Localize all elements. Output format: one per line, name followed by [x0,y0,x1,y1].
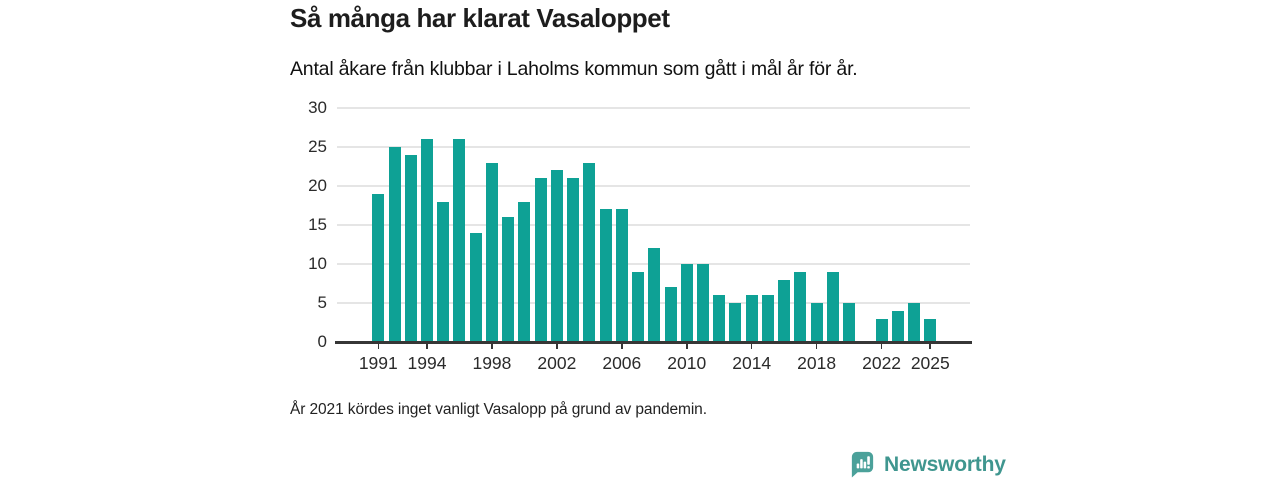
bar-2017 [794,272,806,342]
bar-2006 [616,209,628,342]
y-axis-label-0: 0 [317,332,327,351]
bar-2005 [600,209,612,342]
bar-2000 [518,202,530,342]
bar-2008 [648,248,660,342]
bar-2003 [567,178,579,342]
newsworthy-logo [848,449,1006,480]
bar-1998 [486,163,498,342]
x-axis-label-1991: 1991 [358,353,398,373]
x-axis-label-2018: 2018 [797,353,837,373]
x-tick-2006 [621,343,623,349]
bar-1991 [372,194,384,342]
bar-1999 [502,217,514,342]
x-axis-line [335,341,972,344]
bar-1994 [421,139,433,342]
bar-2015 [762,295,774,342]
x-tick-2002 [556,343,558,349]
bar-2023 [892,311,904,342]
bar-2016 [778,280,790,342]
y-axis-label-25: 25 [308,137,327,156]
x-tick-1991 [378,343,380,349]
gridline-30 [337,107,970,108]
x-tick-1998 [491,343,493,349]
x-axis-label-1998: 1998 [472,353,512,373]
x-tick-1994 [426,343,428,349]
x-tick-2022 [881,343,883,349]
x-axis-label-2010: 2010 [667,353,707,373]
bar-2019 [827,272,839,342]
x-axis-label-2022: 2022 [862,353,902,373]
bar-2001 [535,178,547,342]
bar-2012 [713,295,725,342]
bar-2025 [924,319,936,342]
chart-title: Så många har klarat Vasaloppet [290,3,670,33]
bar-2024 [908,303,920,342]
bar-1993 [405,155,417,342]
x-tick-2018 [816,343,818,349]
bar-chart-badge-icon [848,450,877,479]
y-axis-label-30: 30 [308,98,327,117]
chart-subtitle: Antal åkare från klubbar i Laholms kommun som gått i mål år för år. [290,58,858,80]
bar-2002 [551,170,563,342]
bar-1996 [453,139,465,342]
bar-1992 [389,147,401,342]
bar-2014 [746,295,758,342]
bar-2020 [843,303,855,342]
bar-2011 [697,264,709,342]
x-axis-label-2014: 2014 [732,353,772,373]
y-axis-label-20: 20 [308,176,327,195]
bar-2018 [811,303,823,342]
bar-2009 [665,287,677,342]
x-axis-label-2006: 2006 [602,353,642,373]
bar-2010 [681,264,693,342]
bar-1995 [437,202,449,342]
bar-2004 [583,163,595,342]
x-axis-label-2025: 2025 [910,353,950,373]
chart-footnote: År 2021 kördes inget vanligt Vasalopp på grund av pandemin. [290,401,707,418]
x-tick-2025 [929,343,931,349]
x-axis-label-2002: 2002 [537,353,577,373]
brand-name: Newsworthy [884,452,1006,476]
bar-1997 [470,233,482,342]
bar-chart-plot-area [308,98,970,373]
x-tick-2010 [686,343,688,349]
bar-2022 [876,319,888,342]
y-axis-label-15: 15 [308,215,327,234]
y-axis-label-5: 5 [317,293,327,312]
bar-2007 [632,272,644,342]
x-tick-2014 [751,343,753,349]
y-axis-label-10: 10 [308,254,327,273]
x-axis-label-1994: 1994 [407,353,447,373]
bar-2013 [729,303,741,342]
